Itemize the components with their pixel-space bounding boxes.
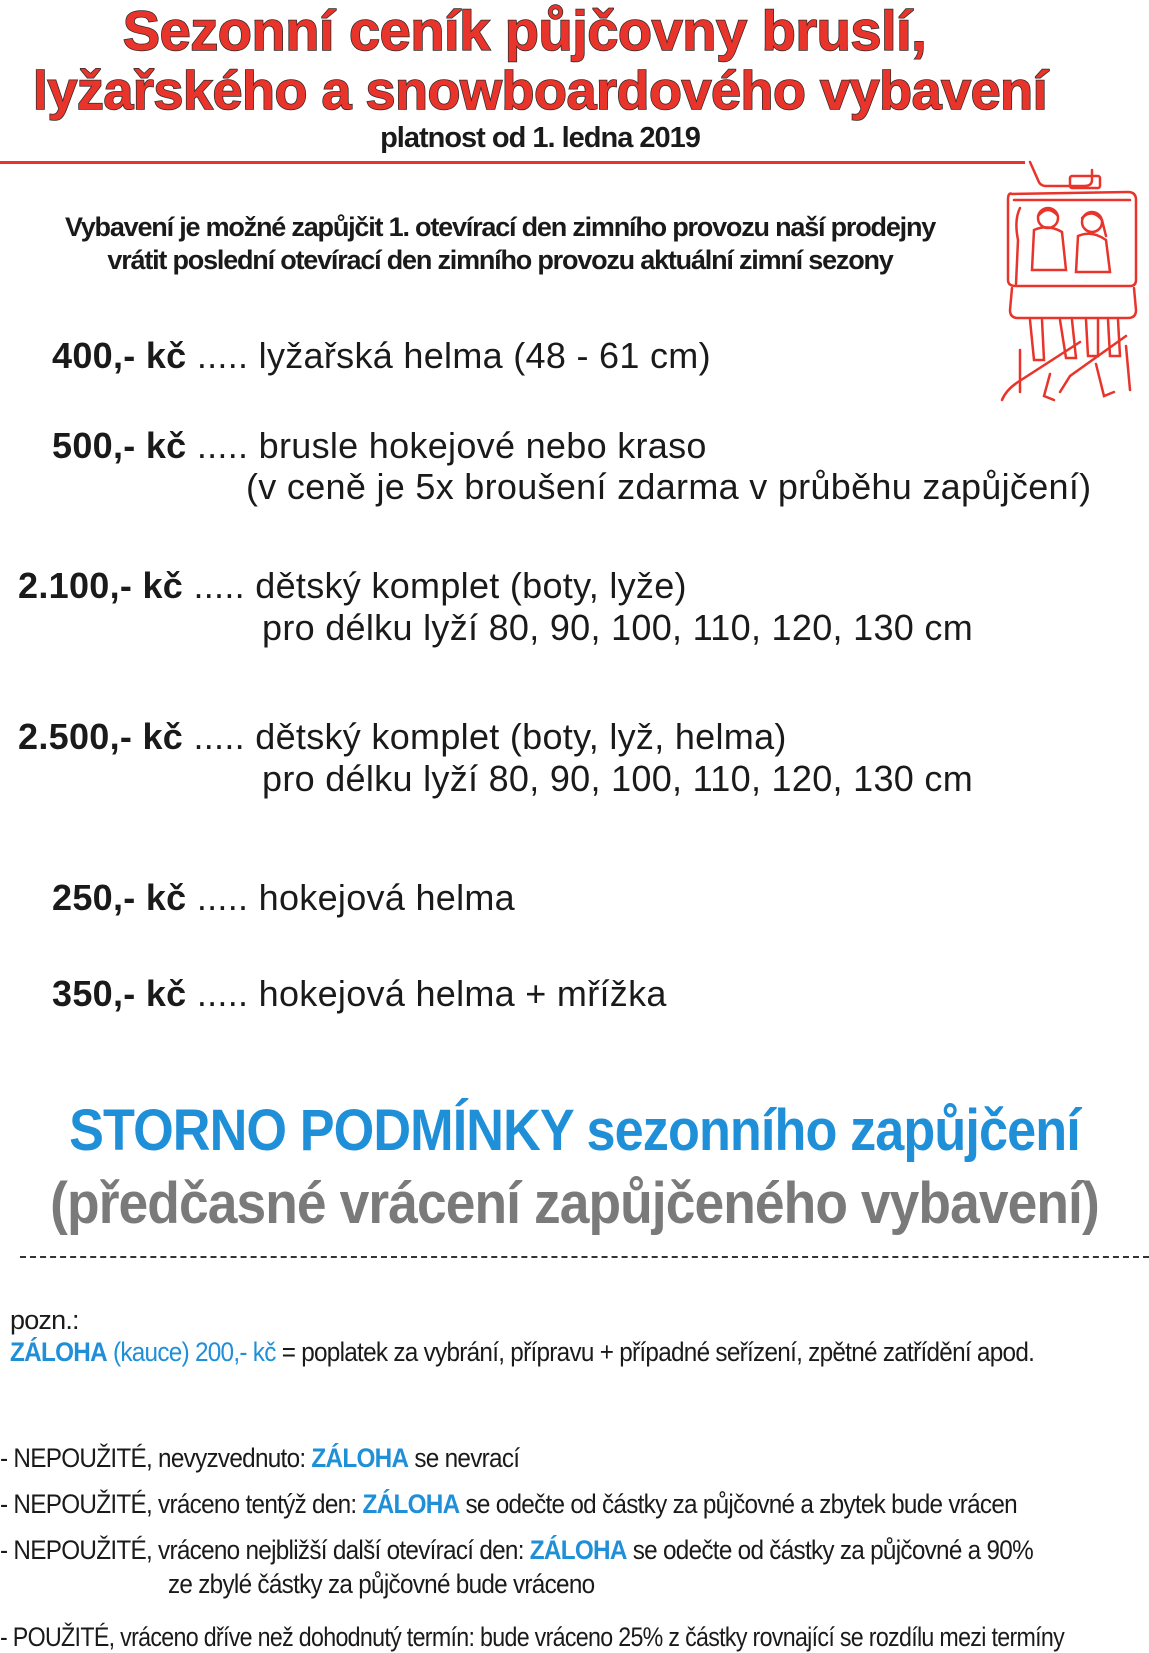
rule-prefix: - NEPOUŽITÉ, nevyzvednuto: <box>0 1443 306 1473</box>
price-amount: 2.500,- kč <box>18 716 184 757</box>
rule-keyword: ZÁLOHA <box>311 1443 409 1473</box>
rule-item: - POUŽITÉ, vráceno dříve než dohodnutý termín: bude vráceno 25% z částky rovnající se rozdílu mezi termíny <box>0 1622 1065 1652</box>
rule-suffix: se nevrací <box>414 1443 520 1473</box>
price-dots: ..... <box>193 716 245 757</box>
note-label: pozn.: <box>10 1305 79 1335</box>
storno-heading-rest: sezonního zapůjčení <box>586 1098 1080 1163</box>
price-description: hokejová helma <box>258 877 515 918</box>
header-divider <box>0 161 1025 164</box>
deposit-keyword: ZÁLOHA <box>10 1337 107 1367</box>
rule-item <box>0 1489 1017 1520</box>
rule-suffix: se odečte od částky za půjčovné a zbytek bude vrácen <box>465 1489 1017 1519</box>
price-amount: 500,- kč <box>52 425 187 466</box>
price-row-skates <box>52 425 707 467</box>
price-row-hockey-helmet <box>52 877 515 919</box>
title-line-2: lyžařského a snowboardového vybavení <box>32 61 1048 121</box>
price-row-hockey-helmet-grid <box>52 973 667 1015</box>
price-row-kids-set-helmet <box>18 716 787 758</box>
deposit-amount: (kauce) 200,- kč <box>112 1337 276 1367</box>
storno-subheading: (předčasné vrácení zapůjčeného vybavení) <box>50 1171 1099 1236</box>
price-description: brusle hokejové nebo kraso <box>258 425 707 466</box>
rule-suffix: se odečte od částky za půjčovné a 90% <box>632 1535 1033 1565</box>
rule-prefix: - NEPOUŽITÉ, vráceno nejbližší další otevírací den: <box>0 1535 524 1565</box>
rule-item <box>0 1443 519 1474</box>
price-row-kids-set <box>18 565 687 607</box>
price-amount: 350,- kč <box>52 973 187 1014</box>
price-amount: 2.100,- kč <box>18 565 184 606</box>
price-description: dětský komplet (boty, lyž, helma) <box>255 716 787 757</box>
price-subnote: pro délku lyží 80, 90, 100, 110, 120, 130 cm <box>262 607 973 648</box>
storno-heading <box>57 1097 1091 1164</box>
price-subnote: (v ceně je 5x broušení zdarma v průběhu zapůjčení) <box>246 466 1092 507</box>
price-row-ski-helmet <box>52 335 711 377</box>
rule-continuation: ze zbylé částky za půjčovné bude vráceno <box>168 1569 595 1599</box>
chairlift-icon <box>1000 160 1140 410</box>
price-amount: 400,- kč <box>52 335 187 376</box>
deposit-text: = poplatek za vybrání, přípravu + případné seřízení, zpětné zatřídění apod. <box>281 1337 1035 1367</box>
price-dots: ..... <box>193 565 245 606</box>
price-dots: ..... <box>196 335 249 376</box>
title-line-1: Sezonní ceník půjčovny bruslí, <box>122 0 927 62</box>
price-subnote: pro délku lyží 80, 90, 100, 110, 120, 130 cm <box>262 758 973 799</box>
price-description: hokejová helma + mřížka <box>258 973 667 1014</box>
price-dots: ..... <box>196 425 249 466</box>
rule-keyword: ZÁLOHA <box>362 1489 460 1519</box>
price-dots: ..... <box>196 877 249 918</box>
rule-item <box>0 1535 1033 1566</box>
price-dots: ..... <box>196 973 249 1014</box>
price-description: lyžařská helma (48 - 61 cm) <box>258 335 711 376</box>
price-amount: 250,- kč <box>52 877 187 918</box>
deposit-note <box>10 1337 1034 1368</box>
intro-line-2: vrátit poslední otevírací den zimního provozu aktuální zimní sezony <box>107 245 893 275</box>
validity-date: platnost od 1. ledna 2019 <box>380 122 700 154</box>
price-description: dětský komplet (boty, lyže) <box>255 565 687 606</box>
rule-keyword: ZÁLOHA <box>529 1535 627 1565</box>
storno-heading-bold: STORNO PODMÍNKY <box>69 1098 573 1163</box>
rule-prefix: - NEPOUŽITÉ, vráceno tentýž den: <box>0 1489 357 1519</box>
intro-line-1: Vybavení je možné zapůjčit 1. otevírací den zimního provozu naší prodejny <box>64 212 936 242</box>
dashed-divider <box>20 1256 1149 1258</box>
